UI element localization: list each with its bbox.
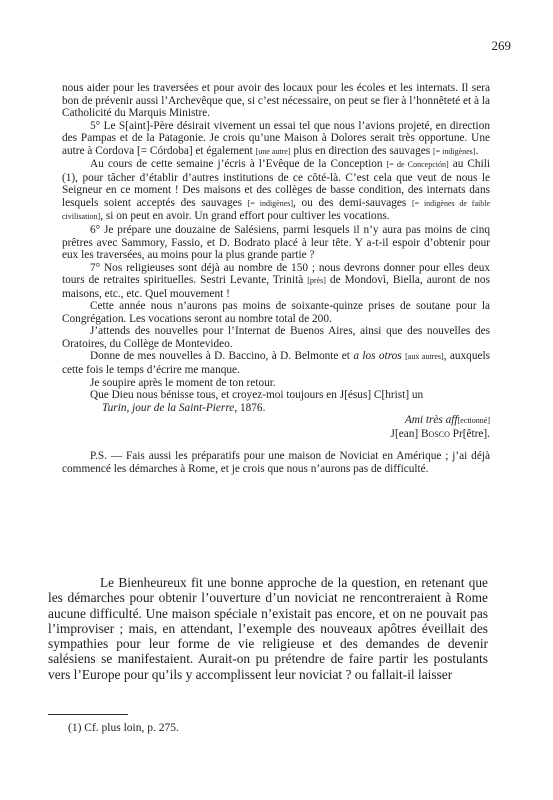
letter-paragraph: Donne de mes nouvelles à D. Baccino, à D. Belmonte et a los otros [aux autres], auxquels cette fois le temps d’écrire me manque.: [62, 350, 491, 377]
postscript: P.S. — Fais aussi les préparatifs pour une maison de Noviciat en Amérique ; j’ai déjà commencé les démarches à Rome, et je crois que nous n’aurons pas de difficulté.: [62, 450, 490, 475]
letter-paragraph: 5° Le S[aint]-Père désirait vivement un essai tel que nous l’avions projeté, en direction des Pampas et de la Patagonie. Je crois qu’une Maison à Dolores serait très opportune. Une autre à Cordova [= Córdoba] et également [une autre] plus en direction des sauvages [= indigènes].: [62, 119, 490, 157]
letter-paragraph: Au cours de cette semaine j’écris à l’Evêque de la Conception [= de Concepción] au Chili (1), pour tâcher d’établir d’autres institutions de ce côté-là. C’est cela que veut de nous le Seigneur en ce moment ! Des maisons et des collèges de basse condition, des internats dans lesquels soient acceptés des sauvages [= indigènes], ou des demi-sauvages [= indigènes de faible civilisation], si on peut en avoir. Un grand effort pour cultiver les vocations.: [62, 158, 491, 223]
footnote: (1) Cf. plus loin, p. 275.: [68, 722, 179, 734]
letter-paragraph: Je soupire après le moment de ton retour.: [90, 376, 276, 389]
letter-paragraph: nous aider pour les traversées et pour avoir des locaux pour les écoles et les internats. Il sera bon de prévenir aussi l’Archevêque que, si c’est nécessaire, on peut se fier à l’honnêteté et à la Catholicité du Marquis Ministre.: [62, 82, 490, 120]
commentary-paragraph: Le Bienheureux fit une bonne approche de la question, en retenant que les démarches pour obtenir l’ouverture d’un noviciat ne rencontreraient à Rome aucune difficulté. Une maison spéciale n’existait pas encore, et on ne pouvait pas l’improviser ; mais, en attendant, l’exemple des nouveaux apôtres éveillait des sympathies pour leur forme de vie religieuse et des demandes de devenir salésiens se manifestaient. Aurait-on pu prétendre de faire partir les postulants vers l’Europe pour qu’ils y accomplissent leur noviciat ? ou fallait-il laisser: [48, 575, 488, 682]
letter-body: [62, 82, 490, 475]
place-date: Turin, jour de la Saint-Pierre, 1876.: [102, 401, 266, 414]
letter-paragraph: J’attends des nouvelles pour l’Internat de Buenos Aires, ainsi que des nouvelles des Oratoires, du Collège de Montevideo.: [62, 325, 490, 350]
footnote-rule: [48, 714, 128, 715]
letter-paragraph: 7° Nos religieuses sont déjà au nombre de 150 ; nous devrons donner pour elles deux tours de retraites spirituelles. Sestri Levante, Trinità [près] de Mondovì, Biella, auront de nos maisons, etc., etc. Quel mouvement !: [62, 261, 490, 300]
letter-paragraph: 6° Je prépare une douzaine de Salésiens, parmi lesquels il n’y aura pas moins de cinq prêtres avec Sammory, Fassio, et D. Bodrato placé à leur tête. Y a-t-il espoir d’obtenir pour eux les traversées, au moins pour la plus grande partie ?: [62, 224, 490, 262]
commentary: [48, 575, 488, 682]
closing: Ami très aff[ectionné]: [404, 414, 490, 427]
signature: J[ean] Bosco Pr[être].: [390, 427, 490, 440]
letter-paragraph: Que Dieu nous bénisse tous, et croyez-moi toujours en J[ésus] C[hrist] un: [90, 389, 424, 402]
page-number: 269: [491, 38, 511, 53]
letter-paragraph: Cette année nous n’aurons pas moins de soixante-quinze prises de soutane pour la Congrégation. Les vocations seront au nombre total de 200.: [62, 300, 490, 325]
